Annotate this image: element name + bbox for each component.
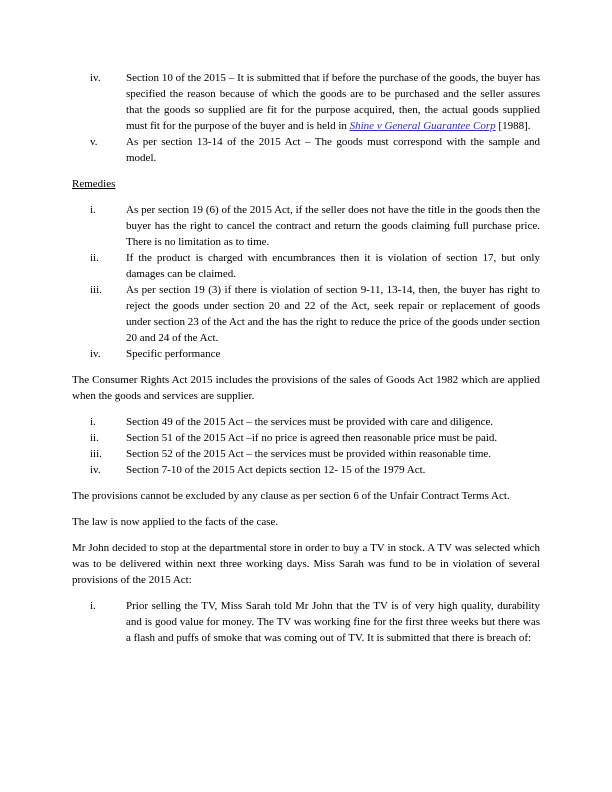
list-item: [72, 202, 540, 250]
list-text: Section 52 of the 2015 Act – the services must be provided within reasonable time.: [126, 448, 492, 460]
list-item: [72, 346, 540, 362]
list-item: [72, 598, 540, 646]
list-text: Section 10 of the 2015 – It is submitted that if before the purchase of the goods, the buyer has specified the reason because of which the goods are to be purchased and the seller assures that the goods so supplied are fit for the purpose acquired, then, the actual goods supplied must fit for the purpose of the buyer and is held in Shine v General Guarantee Corp [1988].: [126, 72, 540, 132]
list-item: [72, 250, 540, 282]
facts-list: [72, 598, 540, 646]
list-item: [72, 134, 540, 166]
list-number: v.: [90, 136, 98, 148]
list-text: Section 49 of the 2015 Act – the services must be provided with care and diligence.: [126, 416, 494, 428]
document-page: [72, 70, 540, 646]
facts-paragraph: Mr John decided to stop at the departmental store in order to buy a TV in stock. A TV was selected which was to be delivered within next three working days. Miss Sarah was fund to be in violation of several provisions of the 2015 Act:: [72, 542, 540, 586]
list-number: iii.: [90, 284, 102, 296]
list-text: Section 51 of the 2015 Act –if no price is agreed then reasonable price must be paid.: [126, 432, 498, 444]
list-number: iv.: [90, 464, 101, 476]
list-number: ii.: [90, 432, 99, 444]
list-text: If the product is charged with encumbrances then it is violation of section 17, but only damages can be claimed.: [126, 252, 540, 280]
list-text: Prior selling the TV, Miss Sarah told Mr John that the TV is of very high quality, durability and is good value for money. The TV was working fine for the first three weeks but there was a flash and puffs of smoke that was coming out of TV. It is submitted that there is breach of:: [126, 600, 540, 644]
list-text: Section 7-10 of the 2015 Act depicts section 12- 15 of the 1979 Act.: [126, 464, 426, 476]
exclusion-paragraph: The provisions cannot be excluded by any clause as per section 6 of the Unfair Contract Terms Act.: [72, 490, 510, 502]
list-item: [72, 462, 540, 478]
list-text: As per section 19 (6) of the 2015 Act, if the seller does not have the title in the goods then the buyer has the right to cancel the contract and return the goods claiming full purchase price. There is no limitation as to time.: [126, 204, 540, 248]
implied-terms-list: [72, 70, 540, 166]
list-number: i.: [90, 600, 96, 612]
list-number: i.: [90, 204, 96, 216]
list-item: [72, 446, 540, 462]
list-text: Specific performance: [126, 348, 221, 360]
services-list: [72, 414, 540, 478]
list-item: [72, 282, 540, 346]
list-number: ii.: [90, 252, 99, 264]
list-item: [72, 70, 540, 134]
law-applied-paragraph: The law is now applied to the facts of the case.: [72, 516, 279, 528]
list-text: As per section 19 (3) if there is violation of section 9-11, 13-14, then, the buyer has right to reject the goods under section 20 and 22 of the Act, seek repair or replacement of goods under section 23 of the Act and the has the right to reduce the price of the goods under section 20 and 24 of the Act.: [126, 284, 540, 344]
remedies-list: [72, 202, 540, 362]
section-heading-remedies: Remedies: [72, 178, 116, 190]
list-item: [72, 414, 540, 430]
list-text: As per section 13-14 of the 2015 Act – The goods must correspond with the sample and model.: [126, 136, 540, 164]
case-citation-link[interactable]: Shine v General Guarantee Corp: [349, 120, 496, 132]
list-number: iv.: [90, 348, 101, 360]
list-number: iii.: [90, 448, 102, 460]
list-item: [72, 430, 540, 446]
list-number: iv.: [90, 72, 101, 84]
list-number: i.: [90, 416, 96, 428]
consumer-rights-intro: The Consumer Rights Act 2015 includes the provisions of the sales of Goods Act 1982 which are applied when the goods and services are supplier.: [72, 374, 540, 402]
